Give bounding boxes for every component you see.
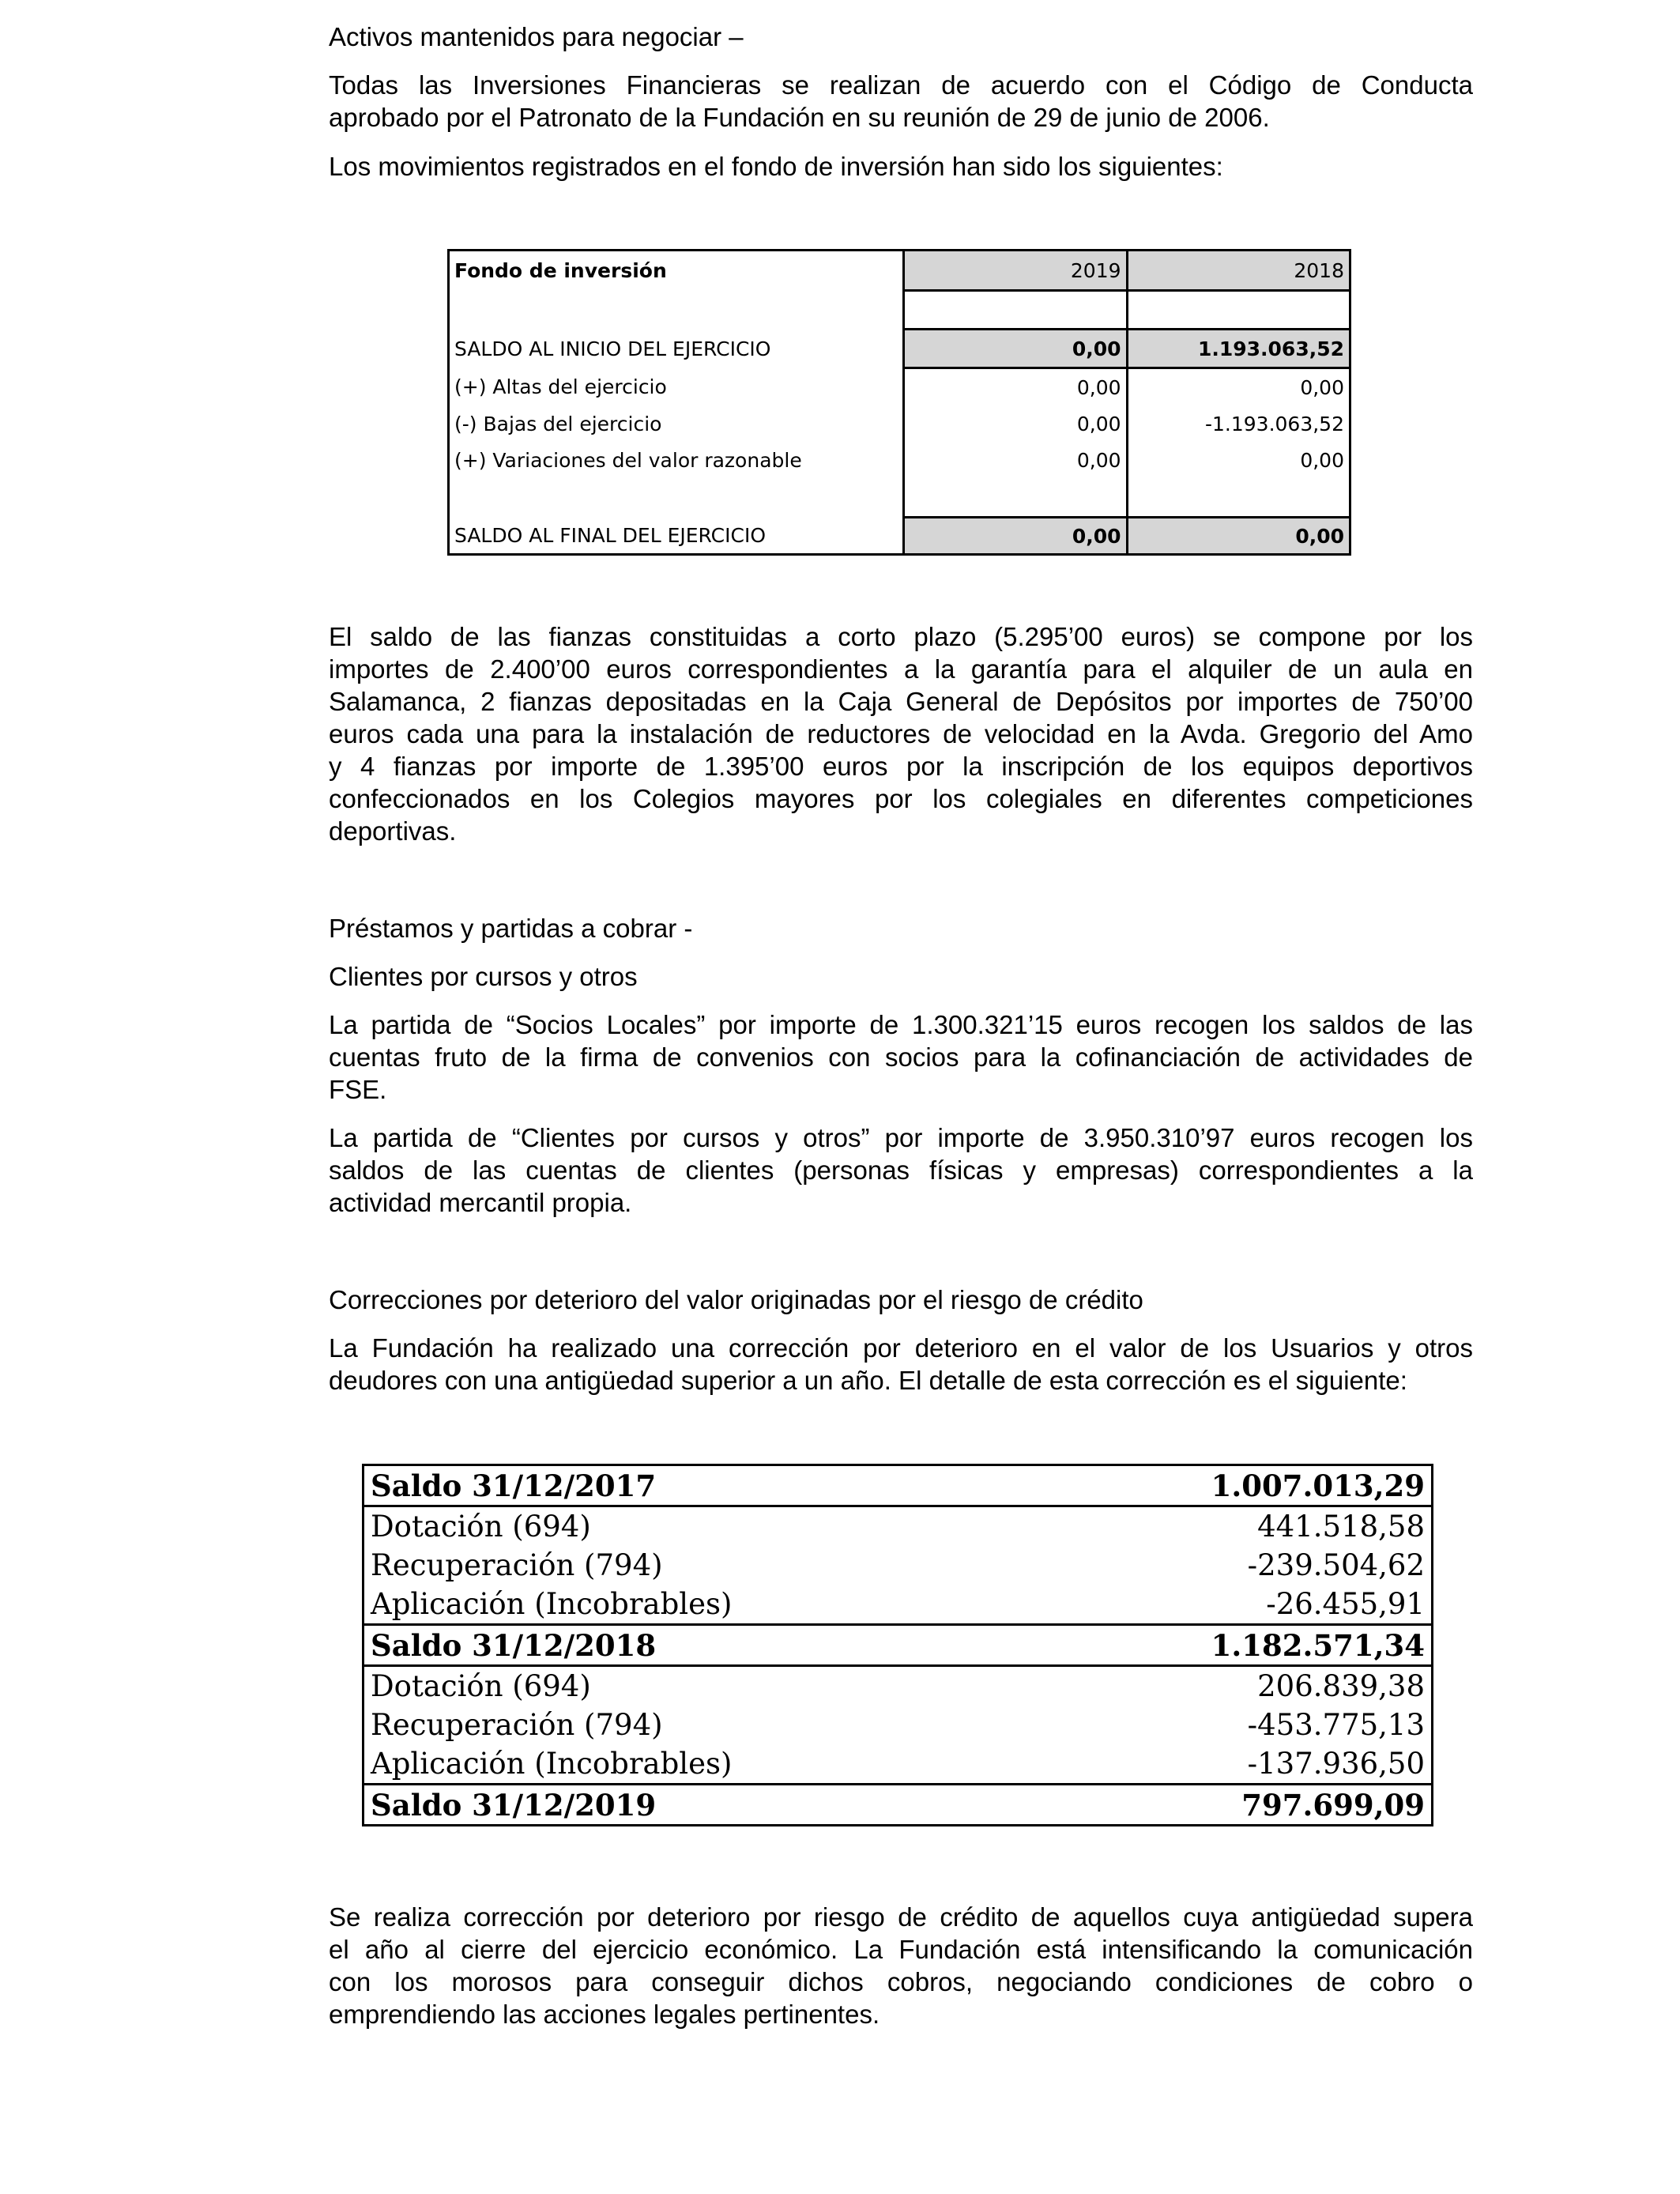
impairment-row: [363, 1546, 1433, 1585]
impairment-value: 1.182.571,34: [898, 1625, 1433, 1666]
clientes-line: La partida de “Clientes por cursos y otros” por importe de 3.950.310’97 euros recogen los: [329, 1123, 1473, 1152]
fianzas-line: confeccionados en los Colegios mayores por los colegiales en diferentes competiciones: [329, 784, 1473, 813]
fianzas-paragraph: [329, 620, 1473, 847]
socios-line: FSE.: [329, 1075, 387, 1104]
impairment-row: [363, 1666, 1433, 1706]
final-line: emprendiendo las acciones legales pertinentes.: [329, 2000, 880, 2029]
fundacion-paragraph: [329, 1332, 1473, 1397]
fund-row-2019: 0,00: [904, 368, 1127, 406]
fund-row-2018: -1.193.063,52: [1204, 412, 1344, 435]
clientes-paragraph: [329, 1122, 1473, 1219]
fund-row-opening: [449, 330, 1350, 368]
fundacion-line: deudores con una antigüedad superior a un año. El detalle de esta corrección es el siguiente:: [329, 1366, 1407, 1395]
impairment-row: [363, 1744, 1433, 1785]
fund-table: [447, 249, 1351, 556]
impairment-row: [363, 1585, 1433, 1625]
fund-row-2019: 0,00: [904, 442, 1127, 478]
fund-row-variaciones: [449, 442, 1350, 478]
impairment-label: Saldo 31/12/2017: [363, 1465, 898, 1506]
fund-row-2019: 0,00: [904, 405, 1127, 442]
clientes-heading: Clientes por cursos y otros: [329, 962, 638, 991]
fund-row-label: SALDO AL INICIO DEL EJERCICIO: [449, 330, 904, 368]
impairment-label: Saldo 31/12/2019: [363, 1785, 898, 1826]
impairment-value: 441.518,58: [1257, 1510, 1425, 1544]
socios-paragraph: [329, 1008, 1473, 1106]
final-paragraph: [329, 1901, 1473, 2030]
final-line: con los morosos para conseguir dichos cobros, negociando condiciones de cobro o: [329, 1967, 1473, 1996]
fund-row-label: SALDO AL FINAL DEL EJERCICIO: [449, 518, 904, 555]
impairment-label: Dotación (694): [371, 1669, 591, 1703]
fund-year-2019: 2019: [904, 251, 1127, 291]
fund-row-altas: [449, 368, 1350, 406]
fianzas-line: importes de 2.400’00 euros correspondientes a la garantía para el alquiler de un aula en: [329, 654, 1473, 684]
impairment-row: [363, 1506, 1433, 1547]
impairment-row-balance: [363, 1465, 1433, 1506]
clientes-line: actividad mercantil propia.: [329, 1188, 632, 1217]
impairment-label: Aplicación (Incobrables): [371, 1587, 733, 1621]
impairment-value: -239.504,62: [1247, 1548, 1425, 1582]
fianzas-line: Salamanca, 2 fianzas depositadas en la Caja General de Depósitos por importes de 750’00: [329, 687, 1473, 716]
impairment-row-balance: [363, 1785, 1433, 1826]
impairment-label: Recuperación (794): [371, 1548, 663, 1582]
impairment-row-balance: [363, 1625, 1433, 1666]
socios-line: La partida de “Socios Locales” por importe de 1.300.321’15 euros recogen los saldos de las: [329, 1010, 1473, 1039]
impairment-table: [362, 1464, 1433, 1826]
fund-table-header: [449, 251, 1350, 291]
fianzas-line: y 4 fianzas por importe de 1.395’00 euros por la inscripción de los equipos deportivos: [329, 752, 1473, 781]
inversiones-paragraph: [329, 69, 1473, 134]
activos-heading: Activos mantenidos para negociar –: [329, 22, 744, 51]
fund-row-label: (+) Variaciones del valor razonable: [449, 442, 904, 478]
fund-row-2018: 0,00: [1127, 518, 1350, 555]
fund-row-label: (-) Bajas del ejercicio: [449, 405, 904, 442]
correcciones-heading: Correcciones por deterioro del valor originadas por el riesgo de crédito: [329, 1285, 1143, 1314]
fianzas-line: euros cada una para la instalación de reductores de velocidad en la Avda. Gregorio del Amo: [329, 719, 1473, 748]
impairment-value: 797.699,09: [898, 1785, 1433, 1826]
impairment-value: -453.775,13: [1247, 1708, 1425, 1742]
fund-row-2018: 0,00: [1300, 448, 1344, 472]
impairment-value: -137.936,50: [1247, 1747, 1425, 1781]
final-line: Se realiza corrección por deterioro por riesgo de crédito de aquellos cuya antigüedad supera: [329, 1902, 1473, 1932]
impairment-label: Dotación (694): [371, 1510, 591, 1544]
fianzas-line: deportivas.: [329, 816, 457, 846]
fund-row-2018: 0,00: [1300, 375, 1344, 399]
fund-row-2019: 0,00: [904, 518, 1127, 555]
final-line: el año al cierre del ejercicio económico. La Fundación está intensificando la comunicación: [329, 1935, 1473, 1964]
fund-year-2018: 2018: [1127, 251, 1350, 291]
impairment-value: 1.007.013,29: [898, 1465, 1433, 1506]
movimientos-paragraph: Los movimientos registrados en el fondo de inversión han sido los siguientes:: [329, 152, 1223, 181]
fund-table-title: Fondo de inversión: [449, 251, 904, 291]
fianzas-line: El saldo de las fianzas constituidas a corto plazo (5.295’00 euros) se compone por los: [329, 622, 1473, 651]
fund-blank-row: [449, 291, 1350, 330]
impairment-label: Recuperación (794): [371, 1708, 663, 1742]
socios-line: cuentas fruto de la firma de convenios con socios para la cofinanciación de actividades de: [329, 1042, 1473, 1072]
fund-row-bajas: [449, 405, 1350, 442]
impairment-label: Saldo 31/12/2018: [363, 1625, 898, 1666]
impairment-value: -26.455,91: [1266, 1587, 1425, 1621]
clientes-line: saldos de las cuentas de clientes (personas físicas y empresas) correspondientes a la: [329, 1155, 1473, 1185]
fund-row-2019: 0,00: [904, 330, 1127, 368]
inversiones-line-2: aprobado por el Patronato de la Fundación en su reunión de 29 de junio de 2006.: [329, 103, 1270, 132]
fund-row-closing: [449, 518, 1350, 555]
prestamos-heading: Préstamos y partidas a cobrar -: [329, 914, 693, 943]
inversiones-line-1: Todas las Inversiones Financieras se realizan de acuerdo con el Código de Conducta: [329, 70, 1473, 100]
fund-gap-row: [449, 478, 1350, 518]
impairment-label: Aplicación (Incobrables): [371, 1747, 733, 1781]
fund-row-label: (+) Altas del ejercicio: [449, 368, 904, 406]
fundacion-line: La Fundación ha realizado una corrección por deterioro en el valor de los Usuarios y otros: [329, 1333, 1473, 1363]
impairment-row: [363, 1706, 1433, 1744]
impairment-value: 206.839,38: [1257, 1669, 1425, 1703]
fund-row-2018: 1.193.063,52: [1127, 330, 1350, 368]
